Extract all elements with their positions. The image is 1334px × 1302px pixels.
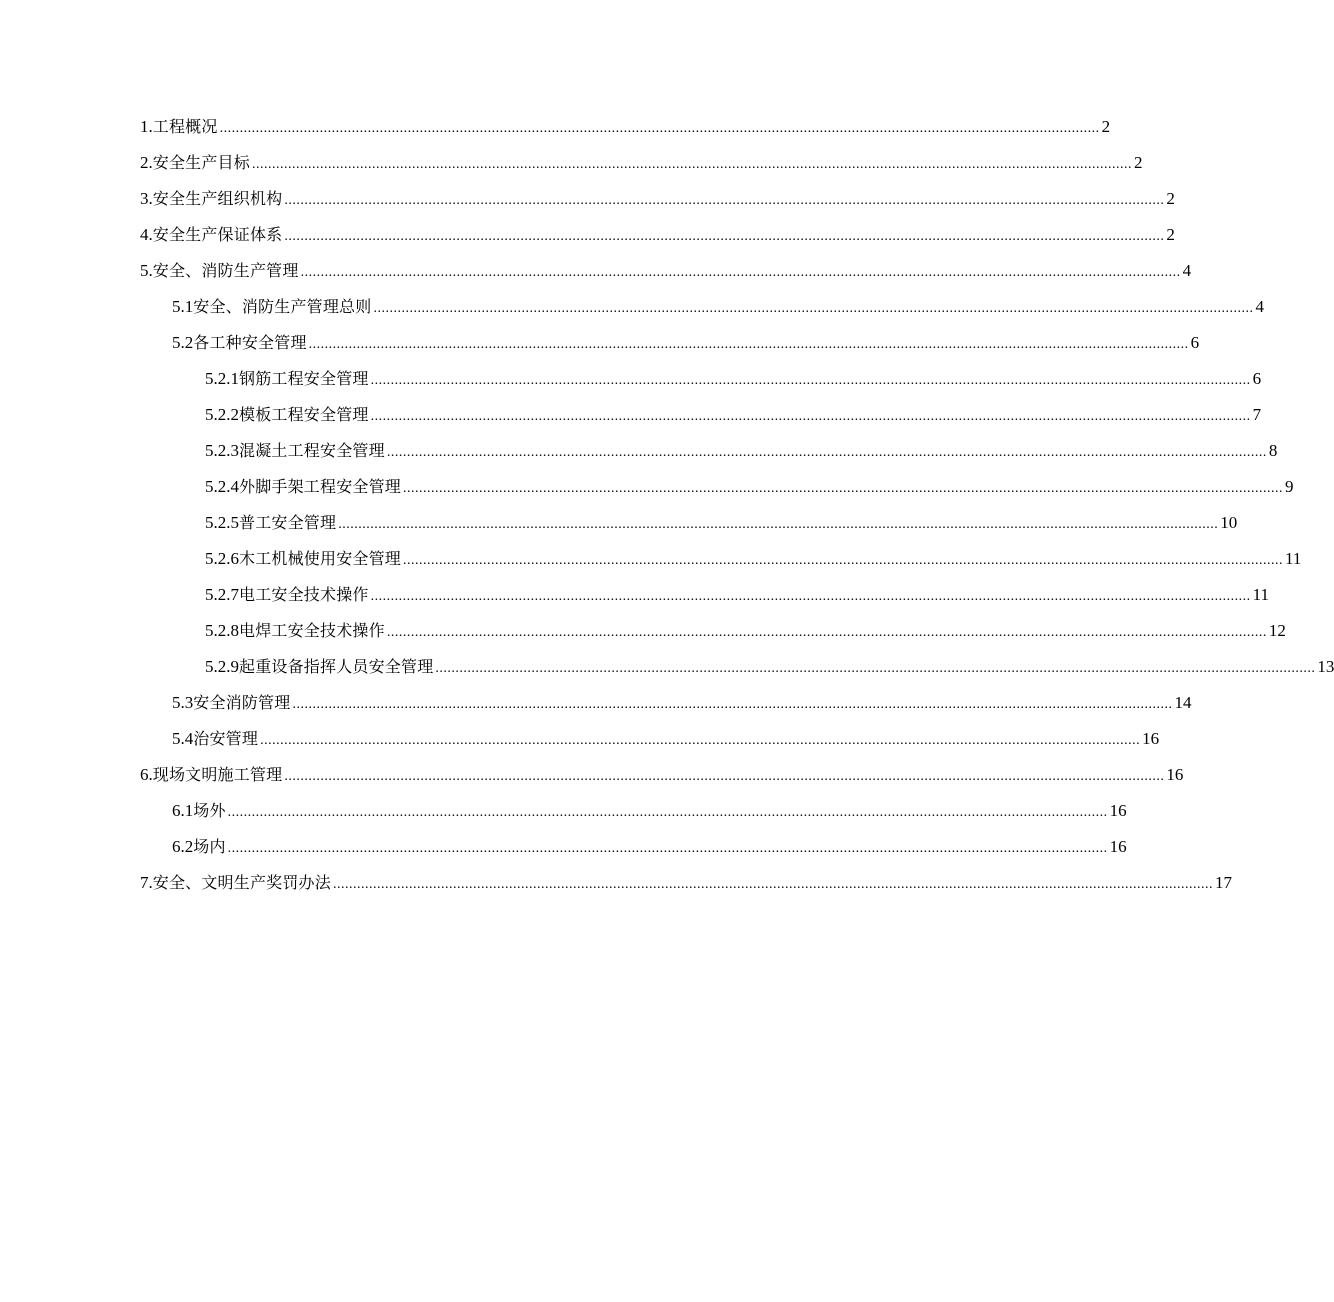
toc-dot-leader: ............................................................................................................................................................................................................................ xyxy=(373,301,1254,316)
toc-dot-leader: ............................................................................................................................................................................................................................ xyxy=(227,805,1108,820)
toc-entry-page: 16 xyxy=(1142,729,1160,748)
toc-entry[interactable] xyxy=(172,292,1264,322)
toc-entry[interactable] xyxy=(205,652,1334,682)
toc-dot-leader: ............................................................................................................................................................................................................................ xyxy=(338,517,1219,532)
toc-entry-title: 电焊工安全技术操作 xyxy=(239,621,385,640)
toc-entry-page: 11 xyxy=(1252,585,1269,604)
toc-entry-title: 场内 xyxy=(193,837,226,856)
toc-dot-leader: ............................................................................................................................................................................................................................ xyxy=(227,841,1108,856)
toc-entry-number: 5.2.8 xyxy=(205,621,239,640)
toc-entry-number: 5.2.1 xyxy=(205,369,239,388)
toc-entry-page: 4 xyxy=(1255,297,1264,316)
toc-entry[interactable] xyxy=(140,112,1111,142)
toc-entry[interactable] xyxy=(205,544,1302,574)
toc-entry-number: 1. xyxy=(140,117,153,136)
toc-entry-number: 5.2.2 xyxy=(205,405,239,424)
toc-entry[interactable] xyxy=(205,472,1294,502)
toc-entry-title: 木工机械使用安全管理 xyxy=(239,549,402,568)
toc-dot-leader: ............................................................................................................................................................................................................................ xyxy=(300,265,1181,280)
toc-dot-leader: ............................................................................................................................................................................................................................ xyxy=(308,337,1189,352)
toc-entry-page: 10 xyxy=(1220,513,1238,532)
toc-entry-page: 17 xyxy=(1214,873,1232,892)
toc-entry[interactable] xyxy=(140,868,1232,898)
toc-entry[interactable] xyxy=(205,400,1262,430)
toc-entry-page: 11 xyxy=(1285,549,1302,568)
toc-entry[interactable] xyxy=(172,724,1160,754)
toc-dot-leader: ............................................................................................................................................................................................................................ xyxy=(403,553,1284,568)
toc-entry[interactable] xyxy=(140,220,1175,250)
toc-entry-title: 混凝土工程安全管理 xyxy=(239,441,385,460)
toc-entry-title: 安全生产保证体系 xyxy=(152,225,283,244)
toc-entry-title: 普工安全管理 xyxy=(239,513,337,532)
toc-entry-number: 5.3 xyxy=(172,693,194,712)
toc-entry-number: 5.2.6 xyxy=(205,549,239,568)
toc-entry-title: 外脚手架工程安全管理 xyxy=(239,477,402,496)
toc-dot-leader: ............................................................................................................................................................................................................................ xyxy=(386,625,1267,640)
toc-dot-leader: ............................................................................................................................................................................................................................ xyxy=(284,769,1165,784)
toc-entry[interactable] xyxy=(205,364,1262,394)
toc-dot-leader: ............................................................................................................................................................................................................................ xyxy=(435,661,1316,676)
toc-entry-number: 5.2.4 xyxy=(205,477,239,496)
toc-entry-page: 12 xyxy=(1268,621,1286,640)
toc-entry-number: 5.2.5 xyxy=(205,513,239,532)
toc-entry-title: 安全、消防生产管理 xyxy=(152,261,299,280)
toc-entry-title: 安全消防管理 xyxy=(193,693,291,712)
toc-dot-leader: ............................................................................................................................................................................................................................ xyxy=(332,877,1213,892)
toc-entry-number: 7. xyxy=(140,873,153,892)
toc-entry[interactable] xyxy=(205,508,1238,538)
toc-entry-title: 起重设备指挥人员安全管理 xyxy=(239,657,434,676)
toc-entry-title: 安全生产目标 xyxy=(152,153,250,172)
toc-dot-leader: ............................................................................................................................................................................................................................ xyxy=(292,697,1173,712)
toc-entry-number: 5.2.3 xyxy=(205,441,239,460)
toc-entry-page: 14 xyxy=(1174,693,1192,712)
toc-dot-leader: ............................................................................................................................................................................................................................ xyxy=(284,193,1165,208)
toc-entry-title: 安全、消防生产管理总则 xyxy=(193,297,372,316)
toc-entry-title: 电工安全技术操作 xyxy=(239,585,369,604)
toc-entry-title: 现场文明施工管理 xyxy=(152,765,283,784)
toc-entry-title: 模板工程安全管理 xyxy=(239,405,369,424)
toc-entry-number: 5.2.7 xyxy=(205,585,239,604)
toc-entry-number: 3. xyxy=(140,189,153,208)
toc-dot-leader: ............................................................................................................................................................................................................................ xyxy=(284,229,1165,244)
toc-entry[interactable] xyxy=(205,436,1278,466)
toc-entry-page: 9 xyxy=(1285,477,1294,496)
toc-entry[interactable] xyxy=(140,760,1184,790)
toc-dot-leader: ............................................................................................................................................................................................................................ xyxy=(219,121,1100,136)
toc-entry-page: 16 xyxy=(1109,801,1127,820)
toc-entry-title: 安全生产组织机构 xyxy=(152,189,283,208)
toc-entry-page: 6 xyxy=(1252,369,1262,388)
toc-entry-page: 13 xyxy=(1317,657,1334,676)
toc-dot-leader: ............................................................................................................................................................................................................................ xyxy=(370,373,1251,388)
toc-entry-page: 16 xyxy=(1109,837,1127,856)
toc-dot-leader: ............................................................................................................................................................................................................................ xyxy=(370,589,1251,604)
toc-entry[interactable] xyxy=(172,796,1127,826)
toc-entry[interactable] xyxy=(172,832,1127,862)
toc-entry-page: 2 xyxy=(1101,117,1111,136)
toc-dot-leader: ............................................................................................................................................................................................................................ xyxy=(403,481,1284,496)
toc-entry-page: 2 xyxy=(1166,225,1175,244)
toc-dot-leader: ............................................................................................................................................................................................................................ xyxy=(370,409,1251,424)
toc-entry-page: 4 xyxy=(1182,261,1192,280)
toc-entry[interactable] xyxy=(172,328,1200,358)
toc-entry-number: 6. xyxy=(140,765,153,784)
toc-entry[interactable] xyxy=(205,580,1269,610)
toc-dot-leader: ............................................................................................................................................................................................................................ xyxy=(251,157,1132,172)
toc-entry-number: 6.1 xyxy=(172,801,194,820)
toc-entry-title: 治安管理 xyxy=(193,729,259,748)
toc-entry-page: 8 xyxy=(1268,441,1278,460)
toc-entry-number: 4. xyxy=(140,225,153,244)
toc-entry-number: 6.2 xyxy=(172,837,194,856)
toc-entry[interactable] xyxy=(140,184,1175,214)
toc-entry-title: 钢筋工程安全管理 xyxy=(239,369,369,388)
toc-entry-page: 7 xyxy=(1252,405,1262,424)
toc-entry-number: 5.2.9 xyxy=(205,657,239,676)
toc-entry-number: 5. xyxy=(140,261,153,280)
toc-entry-page: 16 xyxy=(1166,765,1184,784)
toc-entry-title: 工程概况 xyxy=(152,117,218,136)
toc-entry-title: 场外 xyxy=(193,801,226,820)
toc-entry-page: 2 xyxy=(1133,153,1143,172)
toc-entry[interactable] xyxy=(140,148,1143,178)
toc-dot-leader: ............................................................................................................................................................................................................................ xyxy=(260,733,1141,748)
toc-entry-title: 各工种安全管理 xyxy=(193,333,307,352)
toc-entry-title: 安全、文明生产奖罚办法 xyxy=(152,873,331,892)
toc-entry-number: 5.1 xyxy=(172,297,194,316)
toc-entry-number: 5.2 xyxy=(172,333,194,352)
toc-entry[interactable] xyxy=(172,688,1192,718)
toc-entry-number: 5.4 xyxy=(172,729,194,748)
toc-dot-leader: ............................................................................................................................................................................................................................ xyxy=(386,445,1267,460)
toc-entry[interactable] xyxy=(140,256,1192,286)
toc-entry[interactable] xyxy=(205,616,1286,646)
toc-entry-number: 2. xyxy=(140,153,153,172)
toc-entry-page: 6 xyxy=(1190,333,1200,352)
toc-entry-page: 2 xyxy=(1166,189,1175,208)
